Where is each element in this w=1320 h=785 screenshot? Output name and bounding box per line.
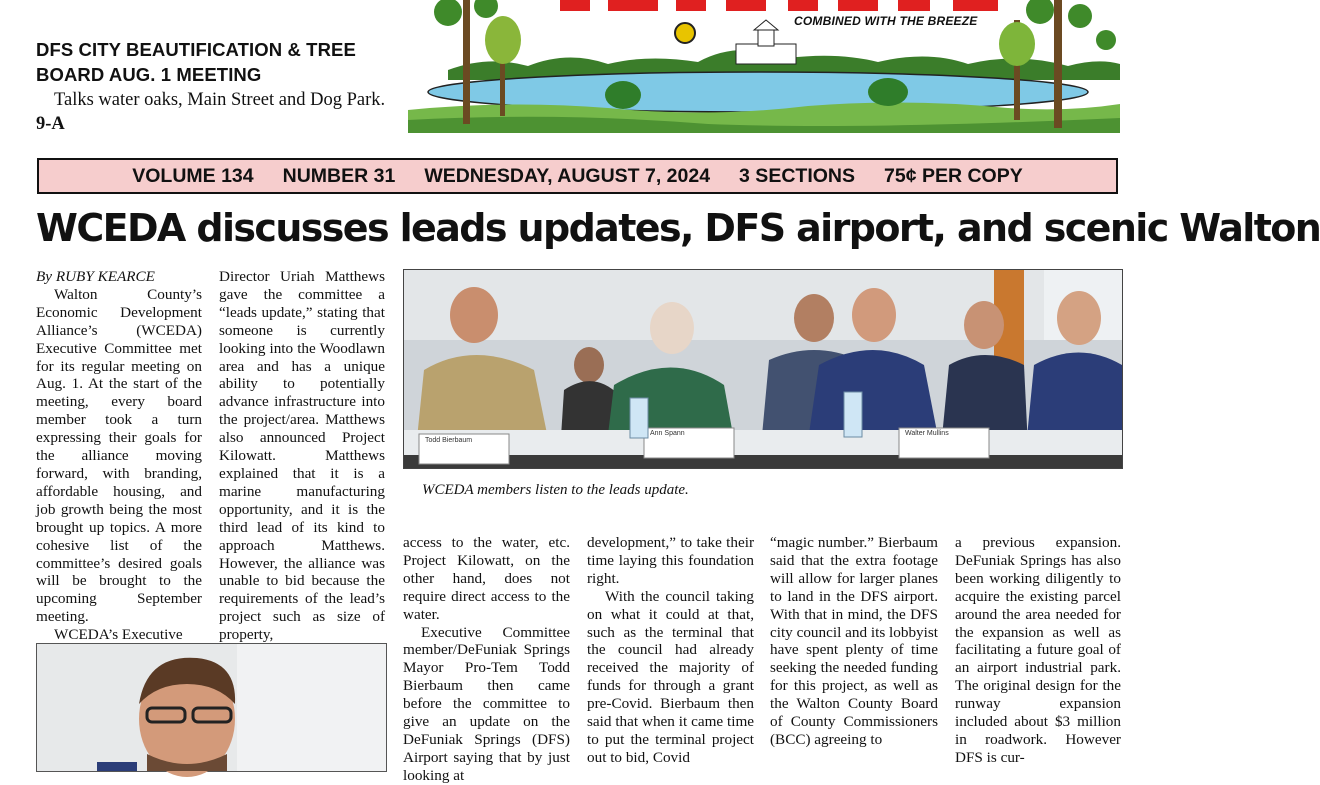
teaser-summary xyxy=(36,88,388,136)
photo-caption: WCEDA members listen to the leads update. xyxy=(422,482,689,498)
article-column-5 xyxy=(770,534,938,749)
section-count: 3 SECTIONS xyxy=(739,164,855,187)
nameplate-1: Todd Bierbaum xyxy=(425,437,473,444)
nameplate-2: Ann Spann xyxy=(650,430,685,437)
col1-paragraph: WCEDA’s Executive xyxy=(54,626,183,644)
issue-date: WEDNESDAY, AUGUST 7, 2024 xyxy=(424,164,711,187)
meeting-photo xyxy=(403,269,1123,469)
col5-paragraph: “magic number.” Bierbaum said that the extra footage will allow for larger planes to land in the DFS airport. With that in mind, the DFS city council and its lobbyist have spent plenty of time seeking the needed funding for this project, as well as the Walton County Board of County Commissioners (BCC) agreeing to xyxy=(770,534,938,748)
teaser-headline: DFS CITY BEAUTIFICATION & TREE BOARD AUG. 1 MEETING xyxy=(36,39,356,85)
issue-info-band xyxy=(37,158,1118,194)
nameplate-3: Walter Mullins xyxy=(905,430,949,437)
article-column-2 xyxy=(219,268,385,644)
article-column-3 xyxy=(403,534,570,785)
col2-paragraph: Director Uriah Matthews gave the committee a “leads update,” stating that someone is currently looking into the Woodlawn area and has a unique ability to potentially advance infrastructure into the project/area. Matthews also announced Project Kilowatt. Matthews explained that it is a marine manufacturing opportunity, and it is the third lead of its kind to approach Matthews. However, the alliance was unable to bid because the requirements of the lead’s project such as size of property, xyxy=(219,268,385,644)
teaser-summary-text: Talks water oaks, Main Street and Dog Park. xyxy=(54,90,386,110)
article-headline: WCEDA discusses leads updates, DFS airport, and scenic Walton xyxy=(36,206,1320,250)
masthead-subtitle: COMBINED WITH THE BREEZE xyxy=(794,14,978,28)
article-column-6 xyxy=(955,534,1121,767)
article-column-4 xyxy=(587,534,754,767)
volume-label: VOLUME 134 xyxy=(132,164,254,187)
portrait-photo xyxy=(36,643,387,772)
col3-paragraph: access to the water, etc. Project Kilowatt, on the other hand, does not require direct access to the water. xyxy=(403,534,570,623)
col1-paragraph: Walton County’s Economic Development Alliance’s (WCEDA) Executive Committee met for its regular meeting on Aug. 1. At the start of the meeting, every board member took a turn expressing their goals for the alliance moving forward, with branding, affordable housing, and job growth being the most brought up topics. A more cohesive list of the committee’s desired goals will be brought to the upcoming September meeting. xyxy=(36,285,202,626)
col4-paragraph: With the council taking on what it could at that, such as the terminal that the council had already received the majority of funds for through a grant pre-Covid. Bierbaum then said that when it came time to put the terminal project out to bid, Covid xyxy=(587,587,754,766)
teaser-page-ref: 9-A xyxy=(36,114,65,134)
article-column-1 xyxy=(36,268,202,644)
article-byline: By RUBY KEARCE xyxy=(36,268,155,285)
col6-paragraph: a previous expansion. DeFuniak Springs has also been working diligently to acquire the existing parcel around the area needed for the expansion as well as facilitating a future goal of an airport industrial park. The original design for the runway expansion included about $3 million in roadwork. However DFS is cur- xyxy=(955,534,1121,766)
col3-paragraph: Executive Committee member/DeFuniak Springs Mayor Pro-Tem Todd Bierbaum then came before the committee to give an update on the DeFuniak Springs (DFS) Airport saying that by just looking at xyxy=(403,623,570,784)
price-label: 75¢ PER COPY xyxy=(884,164,1023,187)
masthead-illustration xyxy=(408,0,1120,133)
issue-number: NUMBER 31 xyxy=(282,164,396,187)
col4-paragraph: development,” to take their time laying this foundation right. xyxy=(587,534,754,587)
